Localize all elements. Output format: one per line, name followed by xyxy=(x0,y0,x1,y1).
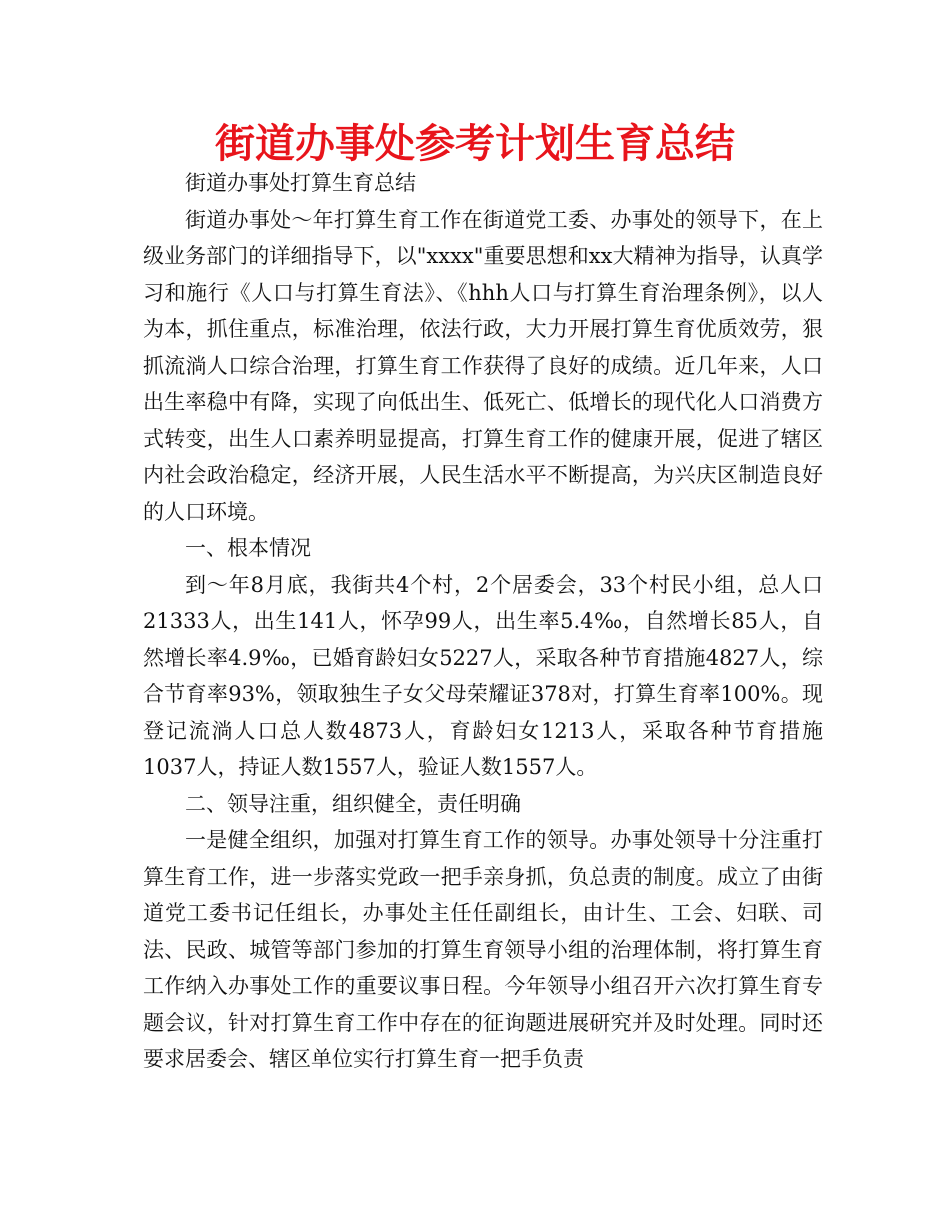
section1-paragraph: 到～年8月底，我街共4个村，2个居委会，33个村民小组，总人口21333人，出生141人，怀孕99人，出生率5.4‰，自然增长85人，自然增长率4.9‰，已婚育龄妇女5227人，采取各种节育措施4827人，综合节育率93%，领取独生子女父母荣耀证378对，打算生育率100%。现登记流淌人口总人数4873人，育龄妇女1213人，采取各种节育措施1037人，持证人数1557人，验证人数1557人。 xyxy=(143,572,823,779)
section2-heading: 二、领导注重，组织健全，责任明确 xyxy=(185,791,521,816)
document-subtitle: 街道办事处打算生育总结 xyxy=(185,171,416,195)
document-title: 街道办事处参考计划生育总结 xyxy=(215,121,735,167)
section1-heading: 一、根本情况 xyxy=(185,536,311,560)
intro-paragraph: 街道办事处～年打算生育工作在街道党工委、办事处的领导下，在上级业务部门的详细指导下，以"xxxx"重要思想和xx大精神为指导，认真学习和施行《人口与打算生育法》、《hhh人口与打算生育治理条例》，以人为本，抓住重点，标准治理，依法行政，大力开展打算生育优质效劳，狠抓流淌人口综合治理，打算生育工作获得了良好的成绩。近几年来，人口出生率稳中有降，实现了向低出生、低死亡、低增长的现代化人口消费方式转变，出生人口素养明显提高，打算生育工作的健康开展，促进了辖区内社会政治稳定，经济开展，人民生活水平不断提高，为兴庆区制造良好的人口环境。 xyxy=(143,207,823,524)
document-body xyxy=(143,165,823,1078)
section2-paragraph: 一是健全组织，加强对打算生育工作的领导。办事处领导十分注重打算生育工作，进一步落实党政一把手亲身抓，负总责的制度。成立了由街道党工委书记任组长，办事处主任任副组长，由计生、工会、妇联、司法、民政、城管等部门参加的打算生育领导小组的治理体制，将打算生育工作纳入办事处工作的重要议事日程。今年领导小组召开六次打算生育专题会议，针对打算生育工作中存在的征询题进展研究并及时处理。同时还要求居委会、辖区单位实行打算生育一把手负责 xyxy=(143,828,823,1071)
